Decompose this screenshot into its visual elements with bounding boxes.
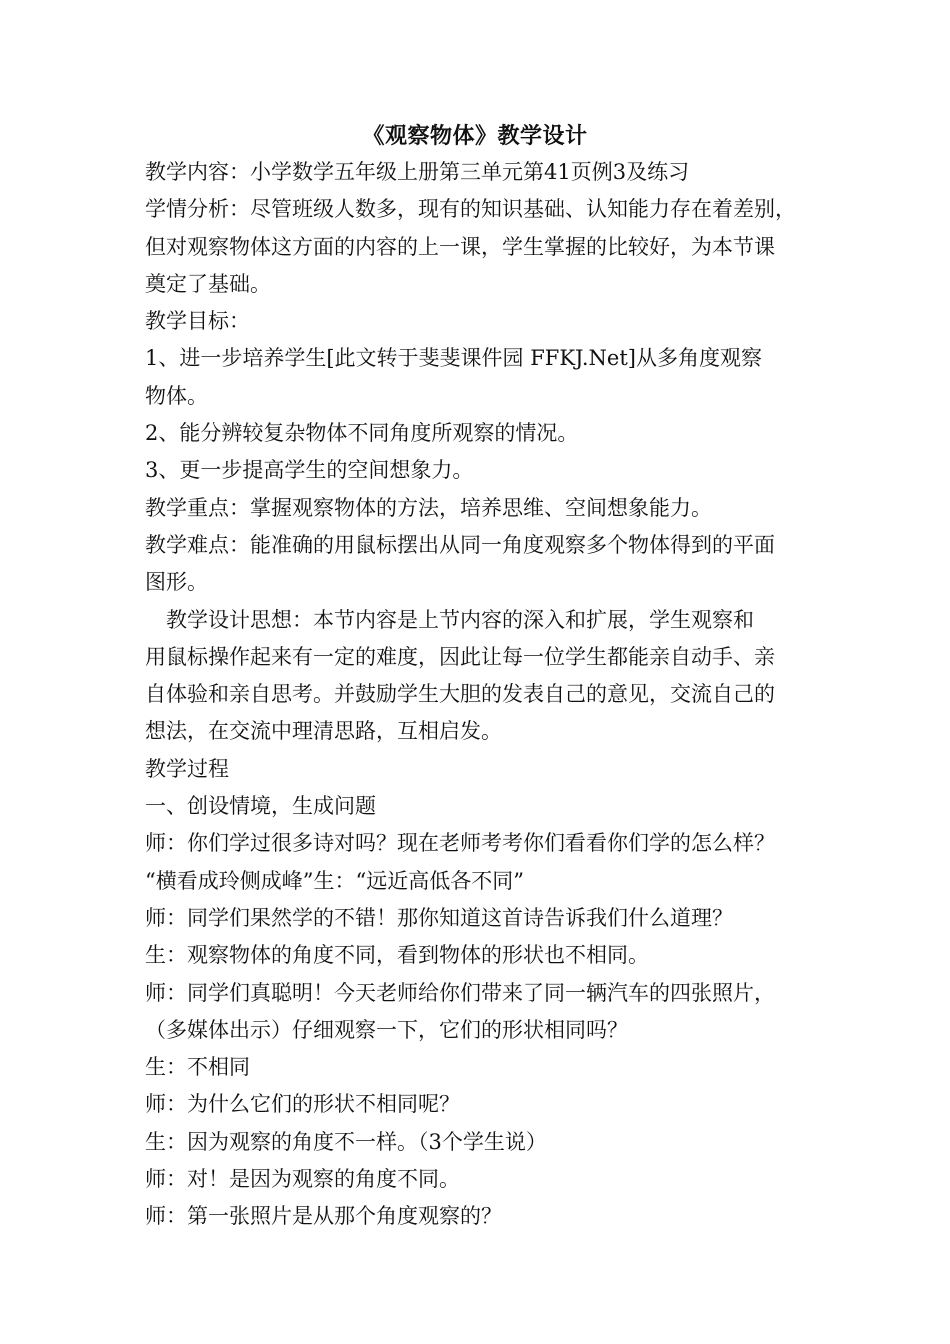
text-line: 图形。 — [145, 570, 208, 595]
paragraph — [145, 937, 809, 974]
paragraph — [145, 452, 809, 489]
text-line: 教学内容：小学数学五年级上册第三单元第41页例3及练习 — [145, 160, 690, 184]
text-line: 自体验和亲自思考。并鼓励学生大胆的发表自己的意见，交流自己的 — [145, 682, 775, 707]
paragraph — [145, 1161, 809, 1198]
paragraph — [145, 1086, 809, 1123]
text-line: 教学目标： — [145, 309, 250, 334]
text-line: 1、进一步培养学生[此文转于斐斐课件园 FFKJ.Net]从多角度观察 — [145, 346, 762, 371]
text-line: 物体。 — [145, 383, 208, 408]
paragraph — [145, 191, 809, 303]
text-line: 2、能分辨较复杂物体不同角度所观察的情况。 — [145, 421, 579, 446]
paragraph — [145, 490, 809, 527]
document-body — [145, 154, 809, 1236]
text-line: 教学难点：能准确的用鼠标摆出从同一角度观察多个物体得到的平面 — [145, 532, 775, 557]
text-line: 生：因为观察的角度不一样。（3个学生说） — [145, 1129, 547, 1154]
paragraph — [145, 340, 809, 415]
paragraph — [145, 303, 809, 340]
paragraph — [145, 788, 809, 825]
text-line: 教学重点：掌握观察物体的方法，培养思维、空间想象能力。 — [145, 495, 712, 520]
paragraph — [145, 415, 809, 452]
document-title: 《观察物体》教学设计 — [362, 123, 588, 149]
text-line: 教学设计思想：本节内容是上节内容的深入和扩展，学生观察和 — [145, 607, 754, 632]
paragraph — [145, 1124, 809, 1161]
text-line: 师：为什么它们的形状不相同呢？ — [145, 1092, 460, 1117]
text-line: 师：同学们真聪明！今天老师给你们带来了同一辆汽车的四张照片， — [145, 980, 775, 1005]
text-line: 用鼠标操作起来有一定的难度，因此让每一位学生都能亲自动手、亲 — [145, 644, 775, 669]
text-line: 教学过程 — [145, 756, 229, 781]
text-line: 生：观察物体的角度不同，看到物体的形状也不相同。 — [145, 943, 649, 968]
text-line: 师：对！是因为观察的角度不同。 — [145, 1167, 460, 1192]
text-line: 师：你们学过很多诗对吗？现在老师考考你们看看你们学的怎么样？ — [145, 831, 775, 856]
text-line: 师：同学们果然学的不错！那你知道这首诗告诉我们什么道理？ — [145, 905, 733, 930]
text-line: 一、创设情境，生成问题 — [145, 794, 376, 819]
paragraph — [145, 1198, 809, 1235]
text-line: 奠定了基础。 — [145, 271, 271, 296]
text-line: 但对观察物体这方面的内容的上一课，学生掌握的比较好，为本节课 — [145, 234, 775, 259]
text-line: “横看成玲侧成峰”生：“远近高低各不同” — [145, 868, 524, 893]
text-line: （多媒体出示）仔细观察一下，它们的形状相同吗？ — [145, 1017, 628, 1042]
paragraph — [145, 900, 809, 937]
paragraph — [145, 975, 809, 1050]
paragraph — [145, 863, 809, 900]
paragraph — [145, 1049, 809, 1086]
text-line: 师：第一张照片是从那个角度观察的？ — [145, 1204, 502, 1229]
text-line: 想法，在交流中理清思路，互相启发。 — [145, 719, 502, 744]
paragraph — [145, 154, 809, 191]
text-line: 学情分析：尽管班级人数多，现有的知识基础、认知能力存在着差别， — [145, 197, 796, 222]
paragraph — [145, 602, 809, 751]
text-line: 3、更一步提高学生的空间想象力。 — [145, 458, 474, 483]
paragraph — [145, 751, 809, 788]
paragraph — [145, 825, 809, 862]
text-line: 生：不相同 — [145, 1055, 250, 1080]
paragraph — [145, 527, 809, 602]
